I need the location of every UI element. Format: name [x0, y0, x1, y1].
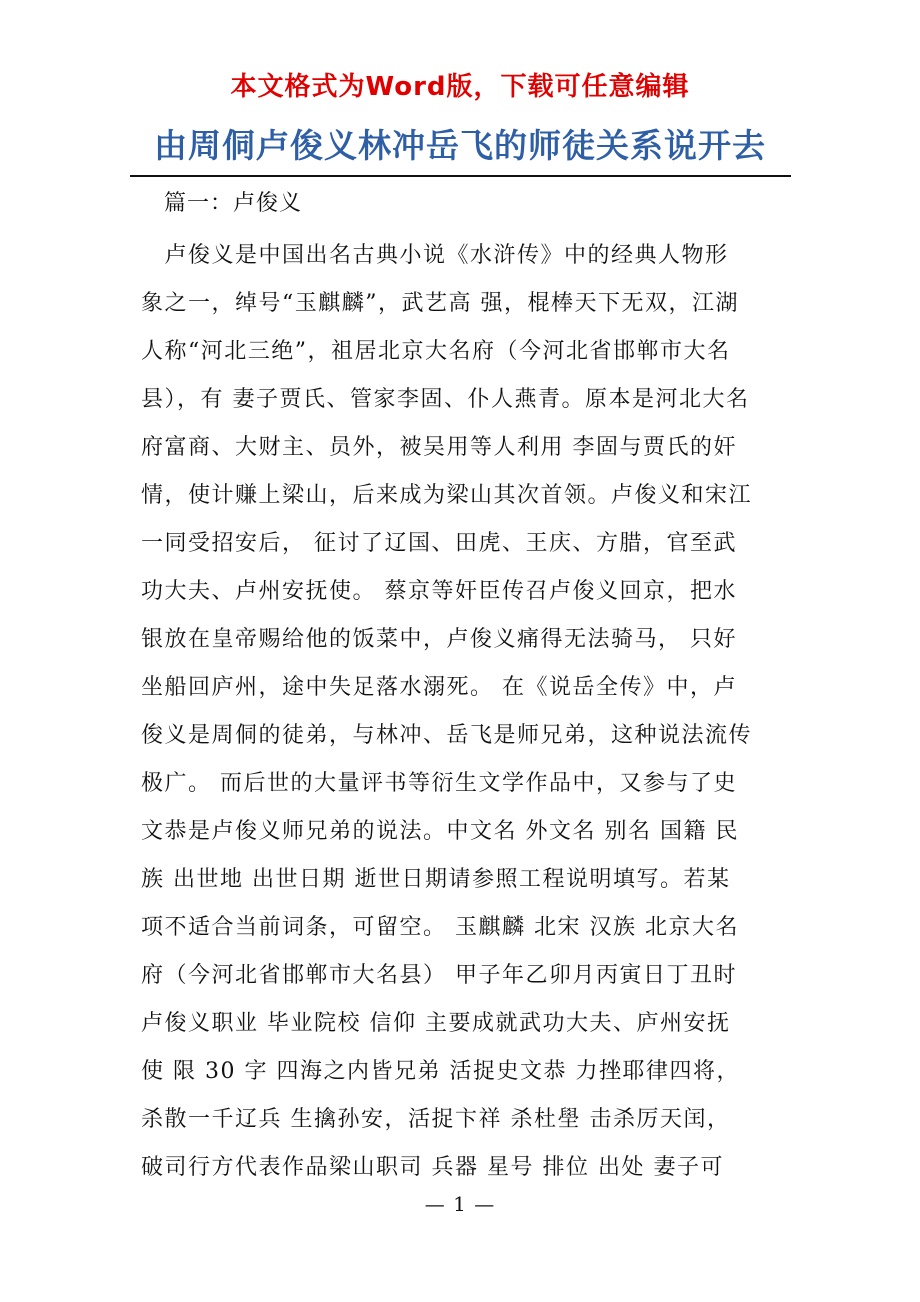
text-line: 极广。 而后世的大量评书等衍生文学作品中，又参与了史	[141, 771, 737, 796]
text-line: 卢俊义职业 毕业院校 信仰 主要成就武功大夫、庐州安抚	[141, 1011, 731, 1036]
text-line: 俊义是周侗的徒弟，与林冲、岳飞是师兄弟，这种说法流传	[141, 723, 753, 748]
title-divider	[130, 175, 791, 177]
text-line: 情，使计赚上梁山，后来成为梁山其次首领。卢俊义和宋江	[141, 483, 753, 508]
text-line: 一同受招安后， 征讨了辽国、田虎、王庆、方腊，官至武	[141, 531, 737, 556]
text-line: 使 限 30 字 四海之内皆兄弟 活捉史文恭 力挫耶律四将，	[141, 1059, 740, 1084]
text-line: 县），有 妻子贾氏、管家李固、仆人燕青。原本是河北大名	[141, 387, 750, 412]
text-line: 人称“河北三绝”，祖居北京大名府（今河北省邯郸市大名	[141, 339, 731, 364]
text-line: 坐船回庐州，途中失足落水溺死。 在《说岳全传》中，卢	[141, 675, 737, 700]
text-line: 功大夫、卢州安抚使。 蔡京等奸臣传召卢俊义回京，把水	[141, 579, 737, 604]
text-line: 族 出世地 出世日期 逝世日期请参照工程说明填写。若某	[141, 867, 731, 892]
text-line: 项不适合当前词条，可留空。 玉麒麟 北宋 汉族 北京大名	[141, 915, 739, 940]
text-line: 杀散一千辽兵 生擒孙安，活捉卞祥 杀杜壆 击杀厉天闰，	[141, 1107, 731, 1132]
text-line: 府（今河北省邯郸市大名县） 甲子年乙卯月丙寅日丁丑时	[141, 963, 737, 988]
text-line: 卢俊义是中国出名古典小说《水浒传》中的经典人物形	[141, 243, 729, 268]
section-heading: 篇一：卢俊义	[164, 191, 303, 216]
text-line: 银放在皇帝赐给他的饭菜中，卢俊义痛得无法骑马， 只好	[141, 627, 737, 652]
page-number: — 1 —	[424, 1192, 496, 1216]
text-line: 府富商、大财主、员外，被吴用等人利用 李固与贾氏的奸	[141, 435, 737, 460]
text-line: 破司行方代表作品梁山职司 兵器 星号 排位 出处 妻子可	[141, 1155, 724, 1180]
text-line: 象之一，绰号“玉麒麟”，武艺高 强，棍棒天下无双，江湖	[141, 291, 739, 316]
format-notice: 本文格式为Word版，下载可任意编辑	[230, 72, 690, 102]
text-line: 文恭是卢俊义师兄弟的说法。中文名 外文名 别名 国籍 民	[141, 819, 739, 844]
document-title: 由周侗卢俊义林冲岳飞的师徒关系说开去	[154, 126, 766, 165]
